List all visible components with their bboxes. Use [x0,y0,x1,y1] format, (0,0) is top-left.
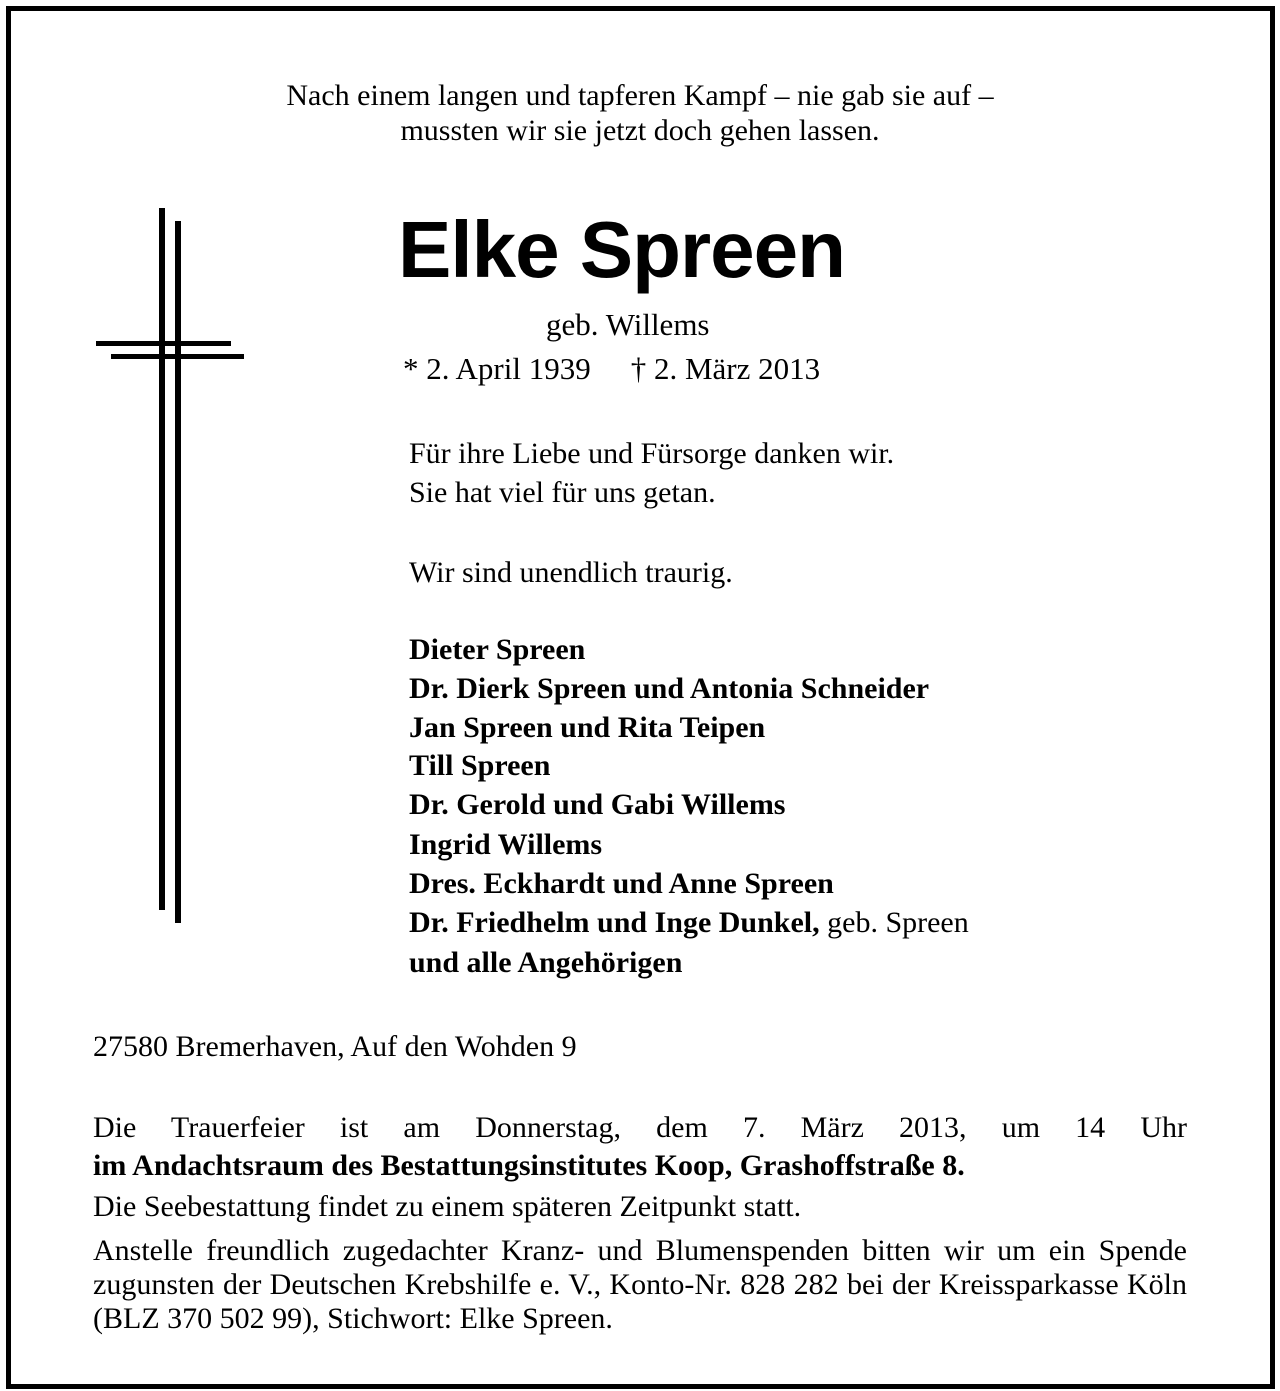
mourner-item: Ingrid Willems [409,828,603,861]
mourner-item: Jan Spreen und Rita Teipen [409,711,766,744]
donation-note: Anstelle freundlich zugedachter Kranz- und Blumenspenden bitten wir um ein Spende zugunsten der Deutschen Krebshilfe e. V., Konto-Nr. 828 282 bei der Kreissparkasse Köln (BLZ 370 502 99), Stichwort: Elke Spreen. [93,1234,1187,1335]
motto-line-2: mussten wir sie jetzt doch gehen lassen. [400,114,880,147]
death-date: † 2. März 2013 [630,351,821,386]
mourner-item: Till Spreen [409,749,551,782]
thanks-line-2: Sie hat viel für uns getan. [409,476,716,509]
birth-name: geb. Willems [546,307,710,342]
address: 27580 Bremerhaven, Auf den Wohden 9 [93,1030,577,1063]
mourner-name: Dr. Friedhelm und Inge Dunkel, [409,906,820,939]
burial-note: Die Seebestattung findet zu einem späteren Zeitpunkt statt. [93,1190,802,1223]
mourner-item: Dr. Gerold und Gabi Willems [409,788,786,821]
mourner-item: Dres. Eckhardt und Anne Spreen [409,867,834,900]
life-dates [403,351,820,387]
mourner-item: und alle Angehörigen [409,946,683,979]
mourner-item: Dieter Spreen [409,633,586,666]
deceased-name: Elke Spreen [398,205,846,294]
thanks-line-1: Für ihre Liebe und Fürsorge danken wir. [409,437,895,470]
mourner-suffix: geb. Spreen [819,906,969,939]
sad-line: Wir sind unendlich traurig. [409,556,733,589]
mourner-item: Dr. Dierk Spreen und Antonia Schneider [409,672,930,705]
funeral-line-1: Die Trauerfeier ist am Donnerstag, dem 7. März 2013, um 14 Uhr [93,1111,1187,1144]
birth-date: * 2. April 1939 [403,351,591,386]
funeral-line-2: im Andachtsraum des Bestattungsinstitutes Koop, Grashoffstraße 8. [93,1149,965,1182]
mourner-item [409,906,969,940]
motto-line-1: Nach einem langen und tapferen Kampf – nie gab sie auf – [286,79,994,112]
